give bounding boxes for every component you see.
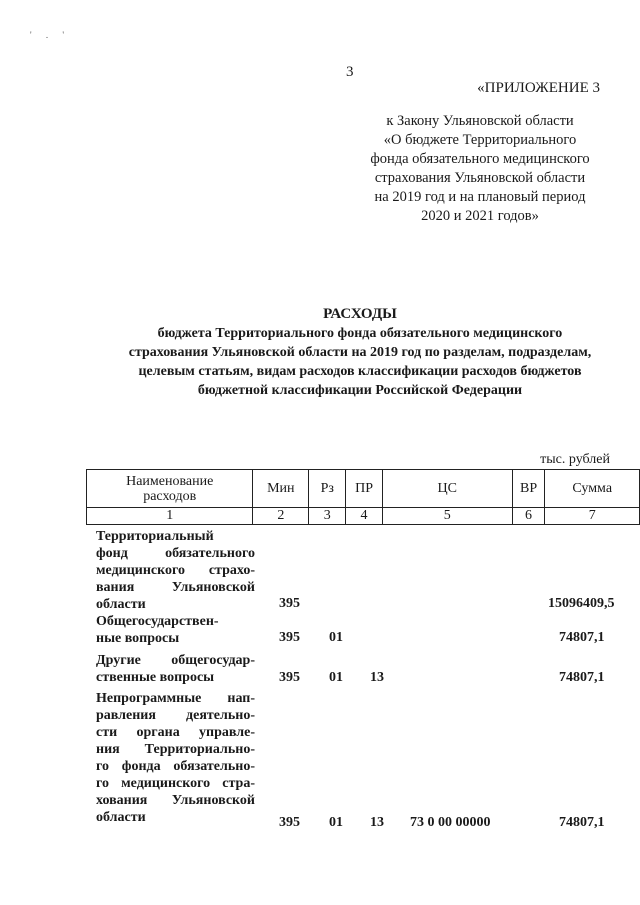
- row-sum: 74807,1: [559, 670, 605, 685]
- row-name-line: фонд обязательного: [96, 546, 255, 561]
- column-number: 5: [382, 508, 512, 525]
- header-pr: ПР: [346, 470, 383, 508]
- header-name-line1: Наименование: [126, 473, 214, 489]
- units-label: тыс. рублей: [540, 452, 610, 467]
- row-name-line: ные вопросы: [96, 631, 180, 646]
- column-number: 2: [253, 508, 309, 525]
- row-min: 395: [279, 596, 300, 611]
- row-name-line: Непрограммные нап-: [96, 691, 255, 706]
- row-min: 395: [279, 815, 300, 830]
- row-pr: 13: [370, 815, 384, 830]
- row-rz: 01: [329, 670, 343, 685]
- subtitle-line: страхования Ульяновской области на 2019 год по разделам, подразделам,: [128, 345, 592, 360]
- appendix-title: «ПРИЛОЖЕНИЕ 3: [477, 80, 600, 96]
- column-number: 4: [346, 508, 383, 525]
- row-name-line: Другие общегосудар-: [96, 653, 255, 668]
- appendix-line: «О бюджете Территориального: [383, 132, 577, 148]
- appendix-line: страхования Ульяновской области: [374, 170, 586, 186]
- row-name-line: ния Территориально-: [96, 742, 255, 757]
- row-name-line: сти органа управле-: [96, 725, 255, 740]
- row-name-line: области: [96, 810, 146, 825]
- header-name: [87, 470, 253, 508]
- appendix-line: на 2019 год и на плановый период: [374, 189, 586, 205]
- header-cs: ЦС: [382, 470, 512, 508]
- row-sum: 74807,1: [559, 630, 605, 645]
- appendix-line: к Закону Ульяновской области: [386, 113, 574, 129]
- row-name-line: Территориальный: [96, 529, 214, 544]
- header-row: [87, 470, 640, 508]
- subtitle-line: целевым статьям, видам расходов классификации расходов бюджетов: [138, 364, 582, 379]
- row-sum: 74807,1: [559, 815, 605, 830]
- document-title: РАСХОДЫ: [323, 306, 397, 322]
- subtitle-line: бюджета Территориального фонда обязательного медицинского: [157, 326, 563, 341]
- row-name-line: го фонда обязательно-: [96, 759, 255, 774]
- expenses-table-header: [86, 469, 640, 525]
- header-vr: ВР: [512, 470, 545, 508]
- table-row-name: [96, 528, 255, 613]
- table-row-name: [96, 690, 255, 826]
- table-row-name: [96, 613, 255, 647]
- column-number: 1: [87, 508, 253, 525]
- row-name-line: хования Ульяновской: [96, 793, 255, 808]
- appendix-line: фонда обязательного медицинского: [370, 151, 590, 167]
- row-name-line: Общегосударствен-: [96, 614, 219, 629]
- row-rz: 01: [329, 815, 343, 830]
- row-min: 395: [279, 670, 300, 685]
- header-min: Мин: [253, 470, 309, 508]
- column-number: 7: [545, 508, 640, 525]
- row-name-line: ственные вопросы: [96, 670, 215, 685]
- page-number: 3: [346, 64, 354, 80]
- header-name-line2: расходов: [143, 488, 197, 504]
- table-row-name: [96, 652, 255, 686]
- header-sum: Сумма: [545, 470, 640, 508]
- header-rz: Рз: [309, 470, 346, 508]
- row-pr: 13: [370, 670, 384, 685]
- row-rz: 01: [329, 630, 343, 645]
- row-min: 395: [279, 630, 300, 645]
- row-sum: 15096409,5: [548, 596, 615, 611]
- column-number: 3: [309, 508, 346, 525]
- appendix-reference: [350, 112, 610, 226]
- scan-marks: ' . ': [30, 30, 70, 40]
- row-name-line: области: [96, 597, 146, 612]
- column-number: 6: [512, 508, 545, 525]
- row-name-line: го медицинского стра-: [96, 776, 255, 791]
- subtitle-line: бюджетной классификации Российской Федерации: [197, 383, 523, 398]
- row-name-line: медицинского страхо-: [96, 563, 255, 578]
- row-name-line: вания Ульяновской: [96, 580, 255, 595]
- column-number-row: [87, 508, 640, 525]
- appendix-line: 2020 и 2021 годов»: [421, 208, 539, 224]
- row-name-line: равления деятельно-: [96, 708, 255, 723]
- document-subtitle: [60, 324, 640, 400]
- row-cs: 73 0 00 00000: [410, 815, 491, 830]
